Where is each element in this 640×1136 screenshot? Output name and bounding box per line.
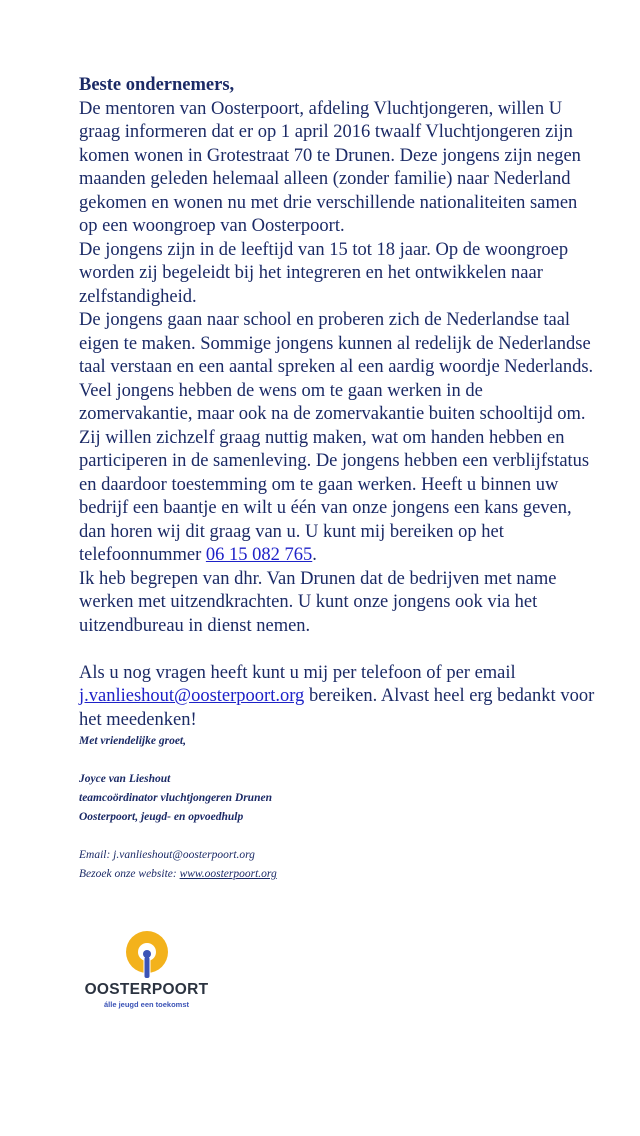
phone-link[interactable]: 06 15 082 765: [205, 545, 313, 565]
letter-body: [79, 74, 599, 884]
signer-organization: Oosterpoort, jeugd- en opvoedhulp: [79, 811, 244, 823]
paragraph-questions: [79, 662, 599, 733]
spacer: [79, 827, 599, 846]
paragraph-work-text: Veel jongens hebben de wens om te gaan werken in de zomervakantie, maar ook na de zomervakantie buiten schooltijd om. Zij willen zichzelf graag nuttig maken, wat om handen hebben en participeren in de samenleving. De jongens hebben een verblijfstatus en daardoor toestemming om te gaan werken. Heeft u binnen uw bedrijf een baantje en wilt u één van onze jongens een kans geven, dan horen wij dit graag van u. U kunt mij bereiken op het telefoonnummer: [79, 380, 590, 565]
signer-name: Joyce van Lieshout: [79, 773, 171, 785]
paragraph-questions-text: Als u nog vragen heeft kunt u mij per telefoon of per email: [79, 662, 516, 683]
contact-website: [79, 865, 599, 884]
paragraph-age: De jongens zijn in de leeftijd van 15 tot 18 jaar. Op de woongroep worden zij begeleidt bij het integreren en het ontwikkelen naar zelfstandigheid.: [79, 239, 569, 307]
website-prefix: Bezoek onze website:: [79, 868, 180, 880]
paragraph-school: De jongens gaan naar school en proberen zich de Nederlandse taal eigen te maken. Sommige jongens kunnen al redelijk de Nederlandse taal verstaan en een aantal spreken al een aardig woordje Nederlands.: [79, 310, 594, 377]
website-link[interactable]: www.oosterpoort.org: [179, 868, 277, 880]
paragraph-agency: Ik heb begrepen van dhr. Van Drunen dat de bedrijven met name werken met uitzendkrachten. U kunt onze jongens ook via het uitzendbureau in dienst nemen.: [79, 568, 557, 636]
paragraph-intro: De mentoren van Oosterpoort, afdeling Vluchtjongeren, willen U graag informeren dat er op 1 april 2016 twaalf Vluchtjongeren zijn komen wonen in Grotestraat 70 te Drunen. Deze jongens zijn negen maanden geleden helemaal alleen (zonder familie) naar Nederland gekomen en wonen nu met drie verschillende nationaliteiten samen op een woongroep van Oosterpoort.: [79, 98, 581, 236]
oosterpoort-logo: [79, 930, 219, 1010]
closing: Met vriendelijke groet,: [79, 735, 186, 747]
spacer: [79, 638, 599, 662]
paragraph-questions-end: bereiken. Alvast heel erg bedankt voor het meedenken!: [79, 686, 595, 730]
logo-mark-icon: [121, 930, 173, 982]
greeting: Beste ondernemers,: [79, 75, 235, 95]
paragraph-work-end: .: [312, 545, 317, 565]
logo-tagline: álle jeugd een toekomst: [103, 1000, 190, 1009]
paragraph-work: [79, 380, 599, 568]
logo-name: OOSTERPOORT: [84, 981, 209, 998]
signer-role: teamcoördinator vluchtjongeren Drunen: [79, 792, 272, 804]
email-link[interactable]: j.vanlieshout@oosterpoort.org: [79, 686, 305, 706]
spacer: [79, 751, 599, 770]
contact-email: Email: j.vanlieshout@oosterpoort.org: [79, 849, 255, 861]
